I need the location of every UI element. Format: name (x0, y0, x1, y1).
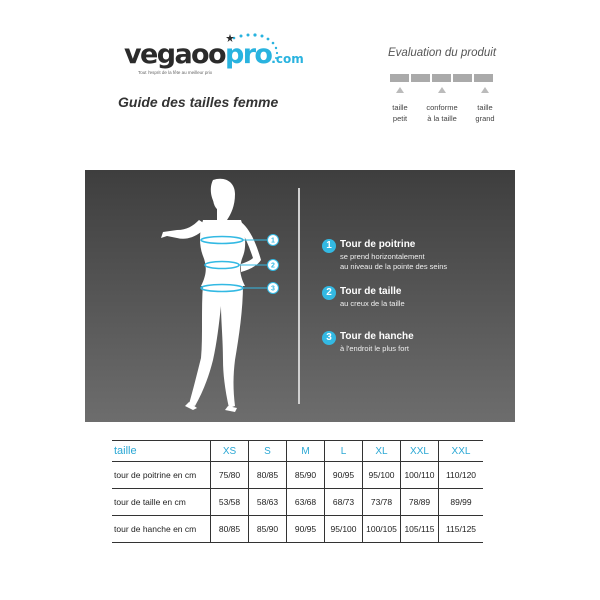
table-row (112, 516, 483, 543)
woman-silhouette-illustration (85, 170, 285, 422)
table-cell: 95/100 (325, 516, 363, 543)
evaluation-scale-bar (390, 74, 493, 82)
triangle-up-icon (438, 87, 446, 93)
logo-text-com: .com (271, 52, 304, 66)
table-row (112, 489, 483, 516)
table-cell: 78/89 (401, 489, 439, 516)
table-cell: 100/110 (401, 462, 439, 489)
table-cell: 105/115 (401, 516, 439, 543)
logo-wordmark (124, 40, 304, 74)
logo-tagline: Tout l'esprit de la fête au meilleur prix (138, 70, 213, 75)
measurement-panel (85, 170, 515, 422)
marker-taille-grand (465, 87, 505, 124)
evaluation-segment (453, 74, 472, 82)
legend-title: Tour de taille (340, 286, 402, 297)
table-cell: 73/78 (363, 489, 401, 516)
legend-description (340, 299, 405, 309)
marker-label (422, 102, 462, 124)
table-cell: 90/95 (287, 516, 325, 543)
evaluation-segment (474, 74, 493, 82)
legend-badge: 2 (322, 286, 336, 300)
table-cell: 89/99 (439, 489, 484, 516)
row-label: tour de hanche en cm (112, 516, 211, 543)
table-cell: 53/58 (211, 489, 249, 516)
size-table-header-row (112, 441, 483, 462)
table-cell: 95/100 (363, 462, 401, 489)
legend-title: Tour de poitrine (340, 239, 416, 250)
measure-marker-2: 2 (271, 262, 275, 270)
marker-label-line: taille (477, 103, 493, 112)
table-cell: 75/80 (211, 462, 249, 489)
legend-description-line: au niveau de la pointe des seins (340, 262, 448, 271)
table-cell: 110/120 (439, 462, 484, 489)
size-header-cell: XL (363, 441, 401, 462)
marker-label (465, 102, 505, 124)
row-label: tour de taille en cm (112, 489, 211, 516)
size-header-cell: M (287, 441, 325, 462)
guide-title: Guide des tailles femme (118, 94, 279, 110)
measure-marker-3: 3 (271, 285, 275, 293)
table-cell: 100/105 (363, 516, 401, 543)
marker-taille-petit (380, 87, 420, 124)
table-cell: 115/125 (439, 516, 484, 543)
panel-divider (298, 188, 300, 404)
legend-description (340, 252, 447, 272)
vegaoopro-logo (124, 39, 304, 82)
size-table (112, 440, 483, 543)
row-label: tour de poitrine en cm (112, 462, 211, 489)
size-header-cell: XS (211, 441, 249, 462)
legend-description-line: à l'endroit le plus fort (340, 344, 409, 353)
legend-badge: 3 (322, 331, 336, 345)
table-cell: 80/85 (211, 516, 249, 543)
legend-description-line: au creux de la taille (340, 299, 405, 308)
legend-badge: 1 (322, 239, 336, 253)
table-cell: 80/85 (249, 462, 287, 489)
legend-description-line: se prend horizontalement (340, 252, 425, 261)
size-header-cell: XXL (439, 441, 484, 462)
size-header-cell: L (325, 441, 363, 462)
marker-label (380, 102, 420, 124)
table-cell: 90/95 (325, 462, 363, 489)
marker-conforme (422, 87, 462, 124)
size-header-cell: S (249, 441, 287, 462)
legend-description (340, 344, 409, 354)
legend-title: Tour de hanche (340, 331, 414, 342)
evaluation-title: Evaluation du produit (388, 47, 497, 59)
marker-label-line: à la taille (427, 114, 457, 123)
logo-text-vegaoo: vegaoo (124, 39, 225, 70)
size-header-cell: XXL (401, 441, 439, 462)
marker-label-line: taille (392, 103, 408, 112)
evaluation-segment (432, 74, 451, 82)
marker-label-line: grand (475, 114, 495, 123)
table-row (112, 462, 483, 489)
triangle-up-icon (481, 87, 489, 93)
product-evaluation (388, 47, 498, 123)
logo-text-pro: pro (224, 39, 272, 70)
evaluation-segment (390, 74, 409, 82)
measure-marker-1: 1 (271, 237, 275, 245)
table-cell: 63/68 (287, 489, 325, 516)
table-cell: 68/73 (325, 489, 363, 516)
size-table-header-label: taille (112, 441, 211, 462)
table-cell: 85/90 (249, 516, 287, 543)
marker-label-line: petit (392, 114, 408, 123)
table-cell: 58/63 (249, 489, 287, 516)
marker-label-line: conforme (426, 103, 458, 112)
triangle-up-icon (396, 87, 404, 93)
evaluation-segment (411, 74, 430, 82)
table-cell: 85/90 (287, 462, 325, 489)
